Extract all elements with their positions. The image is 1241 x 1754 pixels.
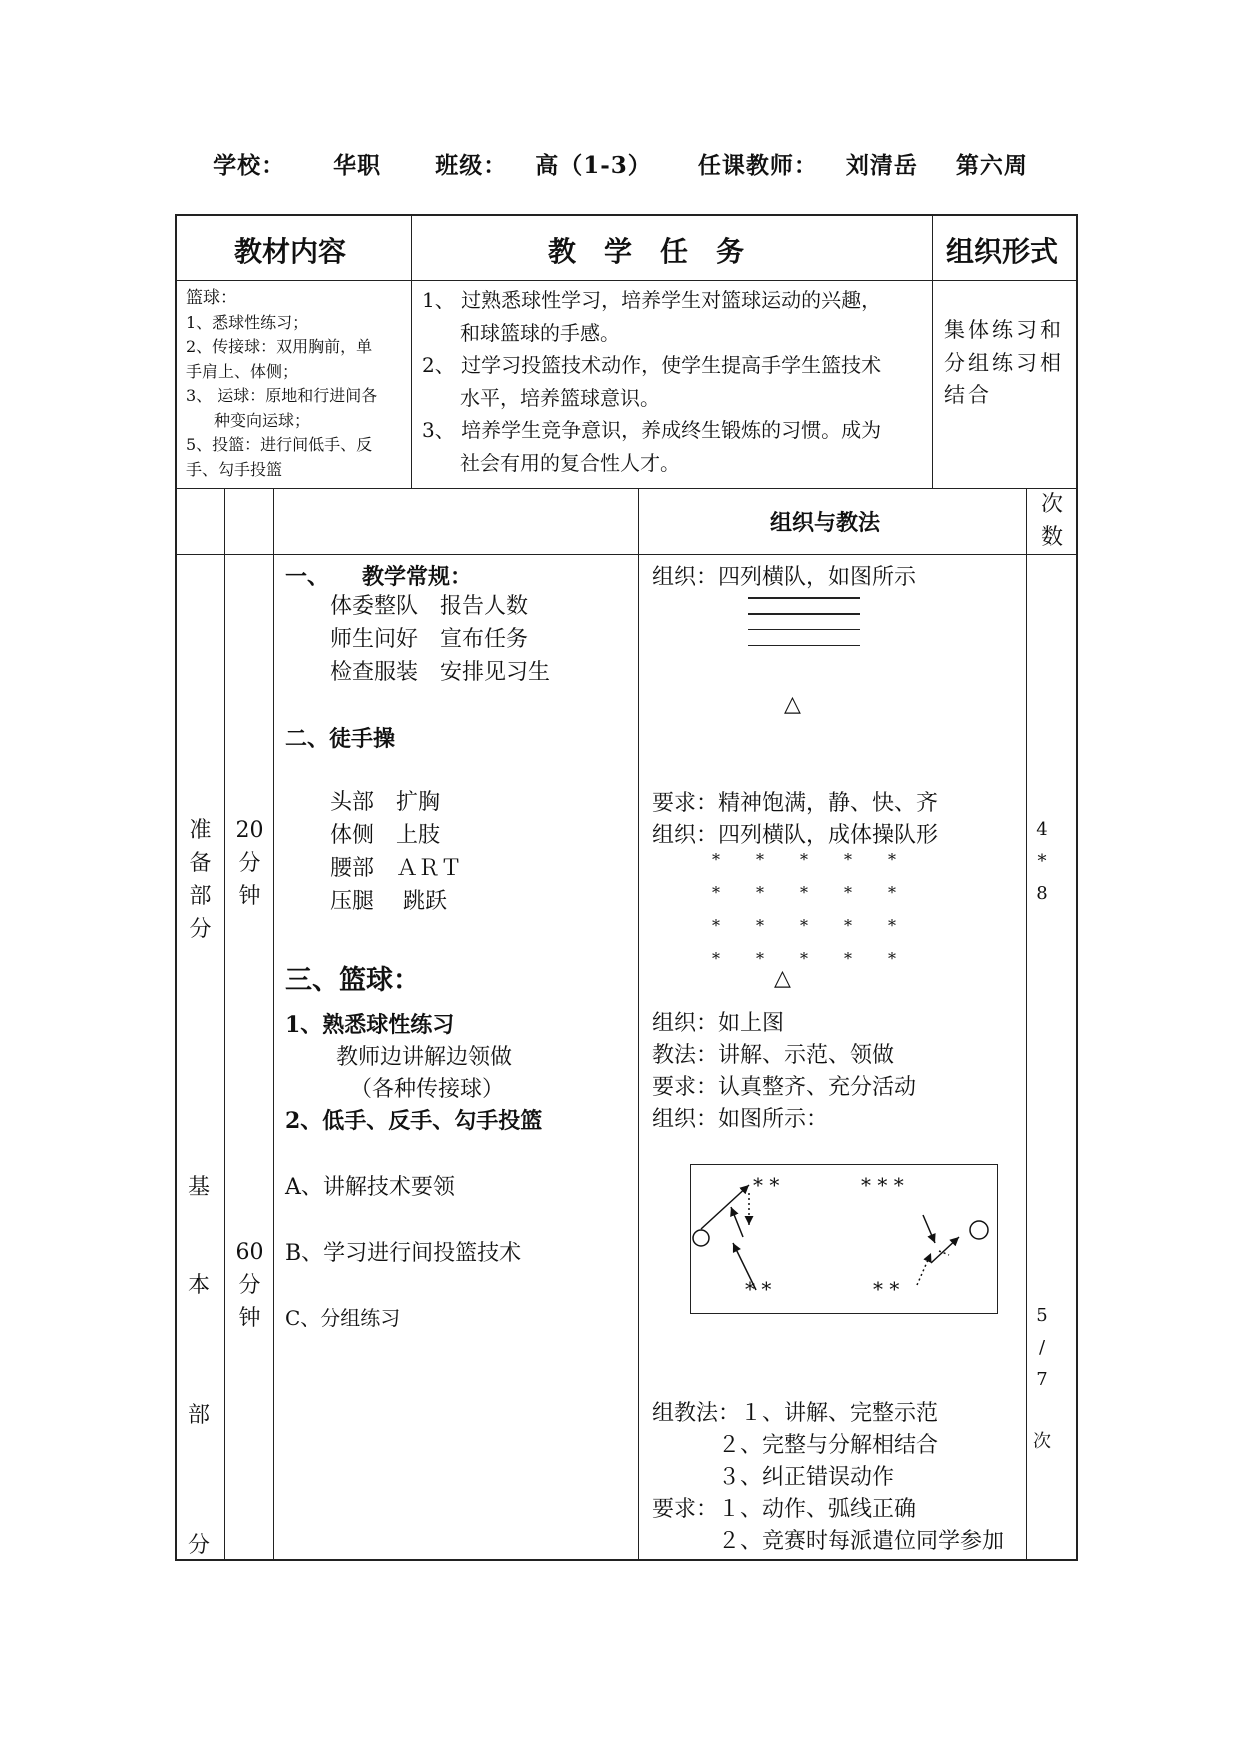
org-method-title: 组织与教法 bbox=[770, 510, 881, 536]
item-b: B、学习进行间投篮技术 bbox=[285, 1241, 522, 1266]
player-group: * * bbox=[873, 1277, 900, 1301]
basic-times bbox=[1030, 1300, 1054, 1458]
routine-list bbox=[330, 590, 550, 689]
org-line: 组织：如上图 bbox=[652, 1011, 785, 1036]
heading-basketball: 三、篮球： bbox=[285, 965, 420, 996]
basic-time-line: 钟 bbox=[238, 1306, 261, 1331]
basic-org-lines bbox=[652, 1008, 916, 1136]
move-arrow bbox=[731, 1207, 743, 1237]
task-line: 2、 过学习投篮技术动作，使学生提高手学生篮技术 bbox=[422, 353, 882, 377]
step-layups: 2、低手、反手、勾手投篮 bbox=[285, 1108, 543, 1134]
prep-times-char: 4 bbox=[1036, 819, 1048, 840]
basic-label-char: 部 bbox=[188, 1403, 211, 1428]
task-line: 和球篮球的手感。 bbox=[460, 320, 620, 345]
exercise-item: 头部 扩胸 bbox=[330, 790, 441, 815]
content-line: 手肩上、体侧； bbox=[186, 361, 299, 381]
org-gym-formation: 组织：四列横队，成体操队形 bbox=[652, 823, 939, 848]
basic-times-char: 次 bbox=[1033, 1431, 1051, 1452]
content-line: 篮球： bbox=[186, 288, 237, 308]
pass-arrow bbox=[917, 1253, 931, 1285]
org-line: 组织：如图所示： bbox=[652, 1107, 829, 1132]
form-cell bbox=[944, 314, 1064, 412]
prep-time-line: 分 bbox=[238, 851, 261, 876]
basic-times-char: / bbox=[1038, 1337, 1046, 1358]
content-line: 1、悉球性练习； bbox=[186, 312, 309, 332]
method-line: 组教法：１、讲解、完整示范 bbox=[652, 1401, 939, 1426]
right-hoop-icon bbox=[970, 1221, 988, 1239]
prep-time-line: 钟 bbox=[238, 884, 261, 909]
left-hoop-icon bbox=[693, 1230, 709, 1246]
page-header bbox=[0, 147, 1241, 180]
student-star-icon: * bbox=[712, 883, 720, 902]
task-line: 3、 培养学生竞争意识，养成终生锻炼的习惯。成为 bbox=[422, 418, 882, 442]
content-line: 3、 运球：原地和行进间各 bbox=[186, 386, 378, 405]
teacher-value: 刘清岳 bbox=[845, 152, 918, 179]
week-value: 第六周 bbox=[955, 152, 1028, 179]
times-title-char: 数 bbox=[1040, 525, 1063, 550]
star-grid bbox=[712, 850, 932, 968]
formation-row-line bbox=[748, 645, 860, 646]
student-star-icon: * bbox=[888, 949, 896, 968]
basic-time-line: 分 bbox=[238, 1273, 261, 1298]
col-title-tasks: 教 学 任 务 bbox=[548, 235, 745, 268]
org-line: 教法：讲解、示范、领做 bbox=[652, 1043, 895, 1068]
step-ball-feel: 1、熟悉球性练习 bbox=[285, 1012, 455, 1038]
class-value: 高（1-3） bbox=[535, 152, 652, 179]
method-line: ３、纠正错误动作 bbox=[718, 1465, 895, 1490]
student-star-icon: * bbox=[888, 883, 896, 902]
court-diagram bbox=[690, 1164, 998, 1314]
prep-label-char: 准 bbox=[189, 818, 212, 843]
player-group: * * bbox=[753, 1173, 780, 1197]
school-label: 学校： bbox=[213, 152, 286, 179]
item-a: A、讲解技术要领 bbox=[285, 1175, 455, 1200]
prep-label-char: 部 bbox=[189, 884, 212, 909]
content-line: 手、勾手投篮 bbox=[186, 459, 283, 479]
move-arrow bbox=[923, 1215, 935, 1243]
basic-label-char: 本 bbox=[188, 1273, 211, 1298]
prep-section-label bbox=[177, 814, 224, 946]
basic-label-char: 分 bbox=[188, 1533, 211, 1558]
req-spirit: 要求：精神饱满，静、快、齐 bbox=[652, 791, 939, 816]
content-line: 2、传接球：双用胸前，单 bbox=[186, 337, 373, 356]
routine-item: 检查服装 安排见习生 bbox=[330, 660, 551, 685]
formation-row-line bbox=[748, 613, 860, 615]
court-drawing bbox=[691, 1165, 997, 1313]
task-line: 1、 过熟悉球性学习，培养学生对篮球运动的兴趣， bbox=[422, 288, 882, 312]
task-cell bbox=[422, 284, 881, 479]
method-lines bbox=[652, 1398, 1004, 1558]
heading-freehand: 二、徒手操 bbox=[285, 726, 396, 752]
method-line: ２、竞赛时每派遣位同学参加 bbox=[718, 1529, 1005, 1554]
basic-time-line: 60 bbox=[235, 1240, 264, 1265]
item-c: C、分组练习 bbox=[285, 1306, 401, 1330]
student-star-icon: * bbox=[712, 916, 720, 935]
method-line: ２、完整与分解相结合 bbox=[718, 1433, 939, 1458]
times-title-char: 次 bbox=[1040, 492, 1063, 517]
content-line: 5、投篮：进行间低手、反 bbox=[186, 435, 373, 454]
task-line: 社会有用的复合性人才。 bbox=[460, 450, 680, 475]
task-line: 水平，培养篮球意识。 bbox=[460, 385, 660, 410]
shot-arrow bbox=[701, 1185, 749, 1229]
form-line: 结合 bbox=[944, 383, 992, 407]
player-group: * * * bbox=[861, 1173, 904, 1197]
student-star-icon: * bbox=[756, 949, 764, 968]
basic-times-char: 5 bbox=[1036, 1305, 1048, 1326]
step-ball-feel-desc: 教师边讲解边领做 bbox=[336, 1045, 513, 1070]
student-star-icon: * bbox=[756, 916, 764, 935]
routine-item: 师生问好 宣布任务 bbox=[330, 627, 529, 652]
formation-row-line bbox=[748, 597, 860, 599]
times-title bbox=[1030, 488, 1074, 554]
basic-time bbox=[226, 1236, 273, 1335]
player-group: * * bbox=[745, 1277, 772, 1301]
teacher-triangle-icon: △ bbox=[784, 692, 801, 717]
method-line: 要求：１、动作、弧线正确 bbox=[652, 1497, 917, 1522]
routine-item: 体委整队 报告人数 bbox=[330, 594, 529, 619]
teacher-label: 任课教师： bbox=[697, 152, 818, 179]
student-star-icon: * bbox=[888, 916, 896, 935]
student-star-icon: * bbox=[756, 850, 764, 869]
teacher-triangle-icon: △ bbox=[774, 966, 791, 991]
prep-time bbox=[226, 814, 273, 913]
student-star-icon: * bbox=[756, 883, 764, 902]
org-line: 要求：认真整齐、充分活动 bbox=[652, 1075, 917, 1100]
student-star-icon: * bbox=[844, 883, 852, 902]
student-star-icon: * bbox=[844, 850, 852, 869]
prep-time-line: 20 bbox=[235, 818, 264, 843]
prep-times-char: * bbox=[1037, 851, 1047, 872]
basic-times-char: 7 bbox=[1036, 1369, 1048, 1390]
student-star-icon: * bbox=[800, 850, 808, 869]
student-star-icon: * bbox=[888, 850, 896, 869]
prep-label-char: 备 bbox=[189, 851, 212, 876]
student-star-icon: * bbox=[844, 949, 852, 968]
col-title-form: 组织形式 bbox=[946, 235, 1059, 268]
student-star-icon: * bbox=[844, 916, 852, 935]
org-four-rows: 组织：四列横队，如图所示 bbox=[652, 565, 917, 590]
formation-row-line bbox=[748, 629, 860, 630]
prep-times-char: 8 bbox=[1036, 883, 1048, 904]
heading-routine: 一、 教学常规： bbox=[285, 564, 473, 590]
student-star-icon: * bbox=[712, 850, 720, 869]
exercise-item: 体侧 上肢 bbox=[330, 823, 441, 848]
student-star-icon: * bbox=[712, 949, 720, 968]
content-line: 种变向运球； bbox=[214, 410, 311, 430]
student-star-icon: * bbox=[800, 916, 808, 935]
form-line: 集体练习和 bbox=[944, 318, 1064, 342]
basic-label-char: 基 bbox=[188, 1175, 211, 1200]
student-star-icon: * bbox=[800, 883, 808, 902]
exercise-item: 腰部 ＡＲＴ bbox=[330, 856, 463, 881]
prep-times bbox=[1030, 814, 1054, 910]
class-label: 班级： bbox=[435, 152, 508, 179]
shot-arrow bbox=[931, 1237, 959, 1263]
exercise-list bbox=[330, 786, 462, 918]
student-star-icon: * bbox=[800, 949, 808, 968]
step-ball-feel-note: （各种传接球） bbox=[350, 1077, 505, 1102]
school-value: 华职 bbox=[333, 152, 382, 179]
form-line: 分组练习相 bbox=[944, 350, 1064, 375]
exercise-item: 压腿 跳跃 bbox=[330, 889, 447, 914]
col-title-content: 教材内容 bbox=[234, 235, 347, 268]
prep-label-char: 分 bbox=[189, 917, 212, 942]
content-cell bbox=[186, 286, 377, 482]
